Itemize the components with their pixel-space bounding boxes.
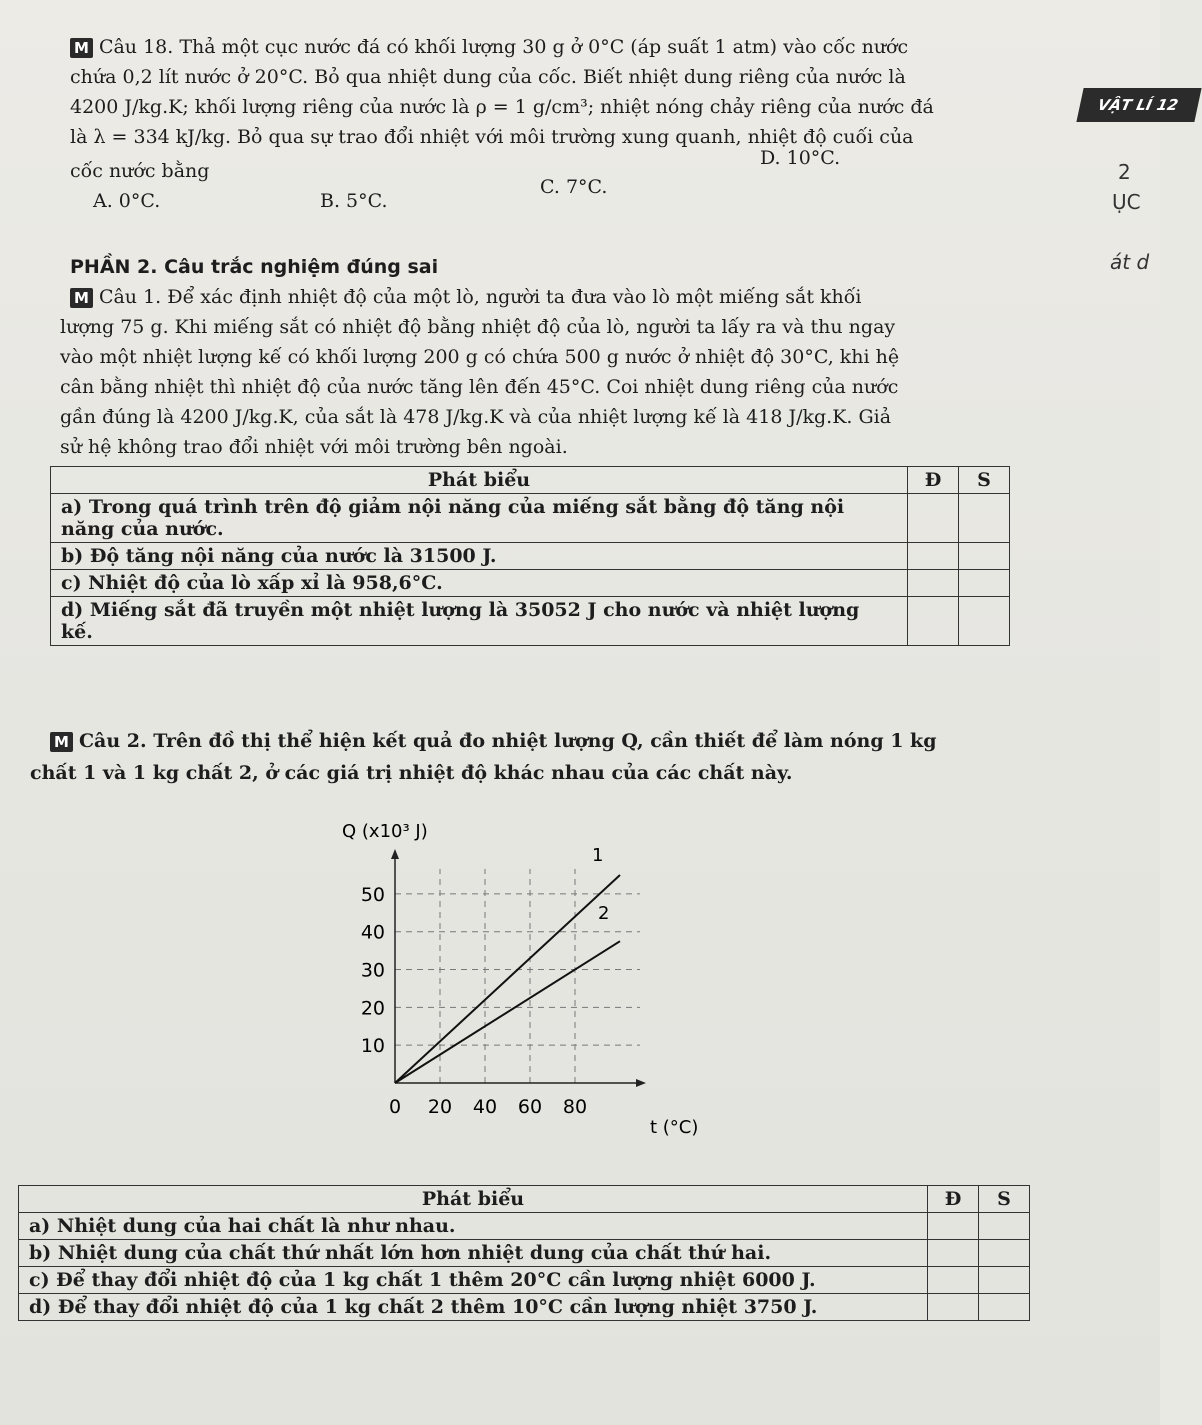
header-false: S (959, 467, 1010, 494)
answer-true-b[interactable] (908, 543, 959, 570)
answer-true-b[interactable] (928, 1240, 979, 1267)
answer-true-d[interactable] (908, 597, 959, 646)
answer-true-c[interactable] (928, 1267, 979, 1294)
y-tick-label: 50 (360, 883, 385, 906)
x-tick-label: 40 (472, 1096, 498, 1118)
table-row (19, 1294, 1030, 1321)
answer-false-b[interactable] (979, 1240, 1030, 1267)
q1-line-3: vào một nhiệt lượng kế có khối lượng 200 g có chứa 500 g nước ở nhiệt độ 30°C, khi hệ (60, 346, 900, 368)
statement-a: a) Nhiệt dung của hai chất là như nhau. (19, 1213, 928, 1240)
y-tick-label: 40 (360, 921, 385, 944)
x-tick-label: 60 (517, 1096, 543, 1118)
q18-option-d: D. 10°C. (760, 147, 841, 169)
x-tick-label: 20 (427, 1096, 453, 1118)
header-true: Đ (908, 467, 959, 494)
q1-line-5: gần đúng là 4200 J/kg.K, của sắt là 478 J/kg.K và của nhiệt lượng kế là 418 J/kg.K. Giả (60, 406, 892, 428)
q18-line-5: cốc nước bằng (70, 160, 210, 182)
q2-text-1: Câu 2. Trên đồ thị thể hiện kết quả đo nhiệt lượng Q, cần thiết để làm nóng 1 kg (78, 730, 937, 752)
part2-heading: PHẦN 2. Câu trắc nghiệm đúng sai (70, 256, 439, 278)
heat-graph-svg (320, 815, 740, 1145)
margin-mark-1: 2 (1118, 160, 1131, 184)
series-line-1 (395, 875, 620, 1083)
x-axis-label: t (°C) (650, 1117, 699, 1138)
q18-line-1 (70, 36, 908, 58)
statement-c: c) Nhiệt độ của lò xấp xỉ là 958,6°C. (51, 570, 908, 597)
axis-layer (342, 821, 698, 1138)
header-statement: Phát biểu (19, 1186, 928, 1213)
table-row (19, 1213, 1030, 1240)
table-row (51, 543, 1010, 570)
y-tick-label: 30 (360, 959, 385, 982)
q18-option-b: B. 5°C. (320, 190, 388, 212)
answer-false-a[interactable] (959, 494, 1010, 543)
statement-b: b) Độ tăng nội năng của nước là 31500 J. (51, 543, 908, 570)
y-tick-label: 20 (360, 997, 385, 1020)
statement-b: b) Nhiệt dung của chất thứ nhất lớn hơn nhiệt dung của chất thứ hai. (19, 1240, 928, 1267)
table-row (51, 570, 1010, 597)
answer-true-c[interactable] (908, 570, 959, 597)
q2-level-tag: M (50, 732, 73, 752)
q1-level-tag: M (70, 288, 93, 308)
answer-false-d[interactable] (979, 1294, 1030, 1321)
q18-level-tag: M (70, 38, 93, 58)
y-axis-label: Q (x10³ J) (342, 821, 428, 842)
q2-line-2: chất 1 và 1 kg chất 2, ở các giá trị nhiệt độ khác nhau của các chất này. (30, 762, 793, 784)
series-line-2 (395, 941, 620, 1083)
statement-d: d) Để thay đổi nhiệt độ của 1 kg chất 2 thêm 10°C cần lượng nhiệt 3750 J. (19, 1294, 928, 1321)
answer-false-c[interactable] (979, 1267, 1030, 1294)
q1-true-false-table (50, 466, 1010, 646)
series-label-2: 2 (598, 903, 610, 925)
header-statement: Phát biểu (51, 467, 908, 494)
table-header-row (19, 1186, 1030, 1213)
x-tick-label: 80 (562, 1096, 588, 1118)
answer-false-d[interactable] (959, 597, 1010, 646)
q1-line-1 (70, 286, 861, 308)
grid-layer (395, 869, 640, 1083)
q18-line-3: 4200 J/kg.K; khối lượng riêng của nước là ρ = 1 g/cm³; nhiệt nóng chảy riêng của nước đá (70, 96, 934, 118)
y-tick-label: 10 (360, 1035, 385, 1058)
header-false: S (979, 1186, 1030, 1213)
margin-mark-2: ỤC (1112, 190, 1141, 214)
statement-d: d) Miếng sắt đã truyền một nhiệt lượng là 35052 J cho nước và nhiệt lượng kế. (51, 597, 908, 646)
q18-option-c: C. 7°C. (540, 176, 608, 198)
q18-option-a: A. 0°C. (93, 190, 161, 212)
heat-graph (320, 815, 740, 1145)
header-true: Đ (928, 1186, 979, 1213)
series-layer (395, 845, 620, 1083)
answer-true-a[interactable] (928, 1213, 979, 1240)
answer-false-a[interactable] (979, 1213, 1030, 1240)
table-row (19, 1267, 1030, 1294)
statement-c: c) Để thay đổi nhiệt độ của 1 kg chất 1 thêm 20°C cần lượng nhiệt 6000 J. (19, 1267, 928, 1294)
answer-true-d[interactable] (928, 1294, 979, 1321)
answer-false-c[interactable] (959, 570, 1010, 597)
table-row (51, 597, 1010, 646)
subject-banner: VẬT LÍ 12 (1076, 88, 1201, 122)
q1-line-2: lượng 75 g. Khi miếng sắt có nhiệt độ bằng nhiệt độ của lò, người ta lấy ra và thu ngay (60, 316, 896, 338)
answer-true-a[interactable] (908, 494, 959, 543)
table-row (51, 494, 1010, 543)
y-axis-arrow-icon (391, 849, 399, 859)
x-tick-label: 0 (388, 1096, 402, 1118)
statement-a: a) Trong quá trình trên độ giảm nội năng của miếng sắt bằng độ tăng nội năng của nước. (51, 494, 908, 543)
table-header-row (51, 467, 1010, 494)
q18-line-4: là λ = 334 kJ/kg. Bỏ qua sự trao đổi nhiệt với môi trường xung quanh, nhiệt độ cuối của (70, 126, 914, 148)
q18-line-2: chứa 0,2 lít nước ở 20°C. Bỏ qua nhiệt dung của cốc. Biết nhiệt dung riêng của nước là (70, 66, 906, 88)
q2-line-1 (50, 730, 937, 752)
margin-mark-3: át d (1110, 250, 1150, 274)
table-row (19, 1240, 1030, 1267)
q1-line-4: cân bằng nhiệt thì nhiệt độ của nước tăng lên đến 45°C. Coi nhiệt dung riêng của nước (60, 376, 899, 398)
q2-true-false-table (18, 1185, 1030, 1321)
x-axis-arrow-icon (636, 1079, 646, 1087)
q1-line-6: sử hệ không trao đổi nhiệt với môi trường bên ngoài. (60, 436, 568, 458)
series-label-1: 1 (592, 845, 604, 866)
q18-text-1: Câu 18. Thả một cục nước đá có khối lượng 30 g ở 0°C (áp suất 1 atm) vào cốc nước (98, 36, 909, 58)
answer-false-b[interactable] (959, 543, 1010, 570)
q1-text-1: Câu 1. Để xác định nhiệt độ của một lò, người ta đưa vào lò một miếng sắt khối (98, 286, 862, 308)
